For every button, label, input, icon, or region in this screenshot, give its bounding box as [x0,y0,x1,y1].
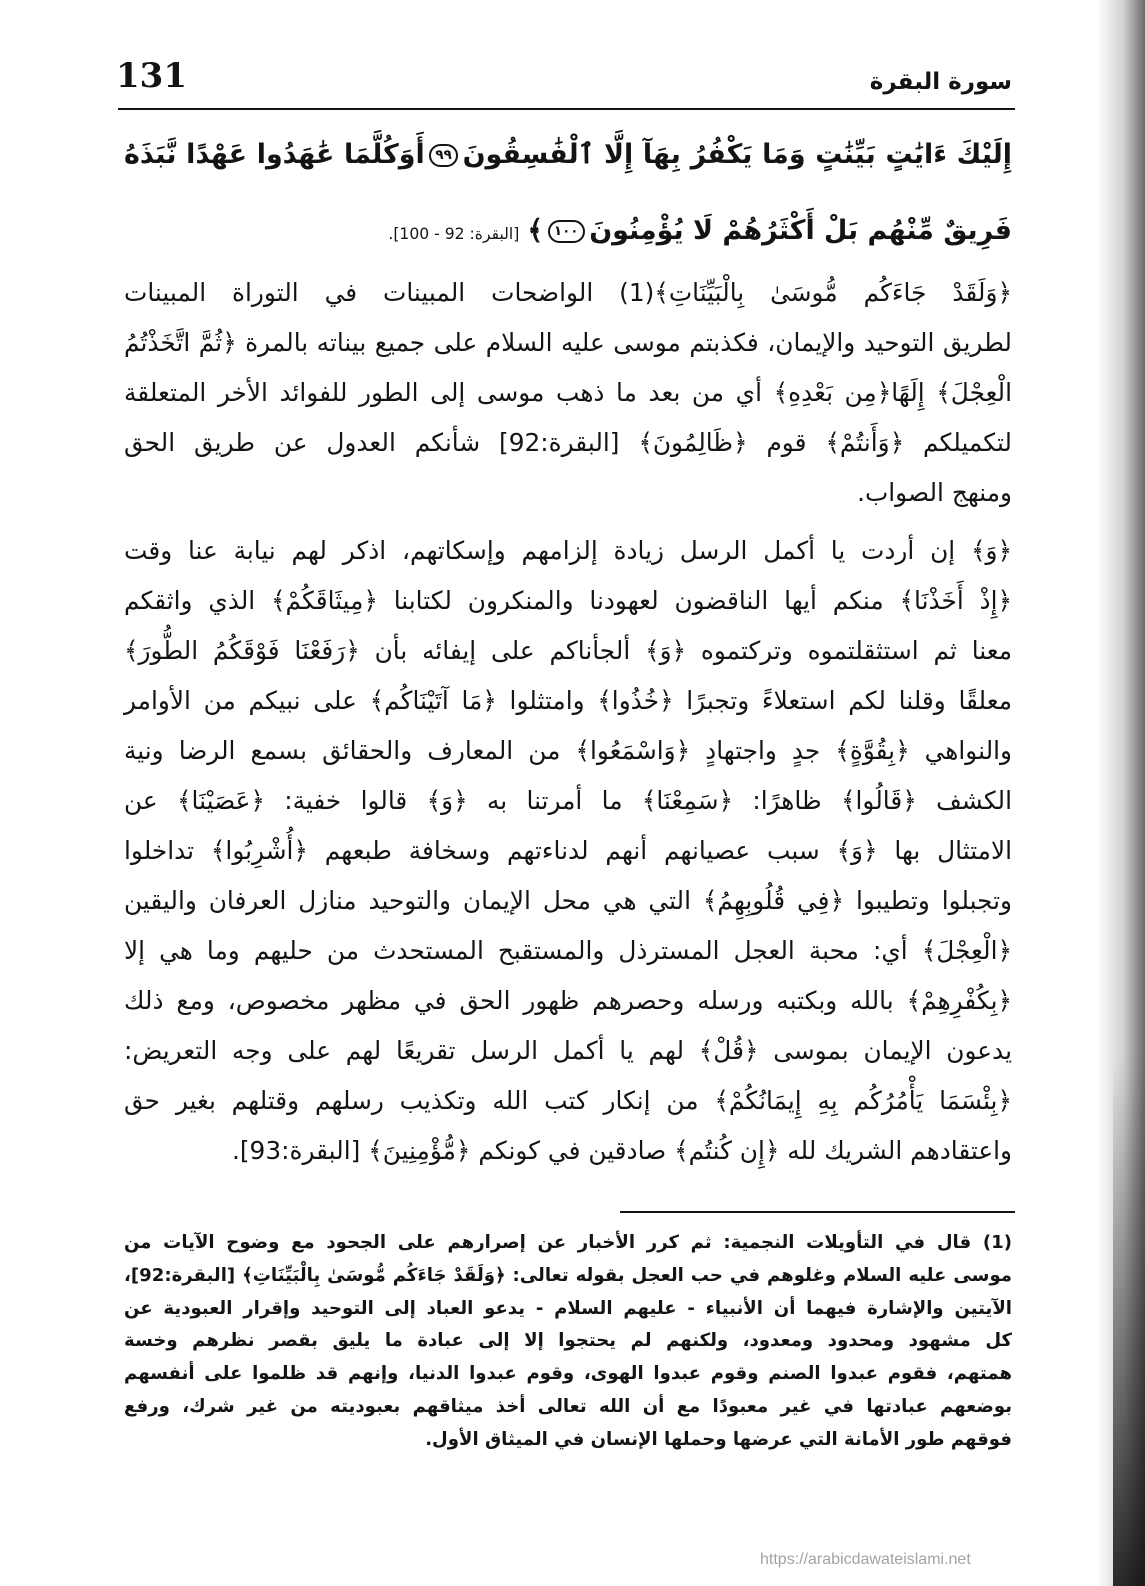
footnote-line [122,1424,1012,1457]
body-line [122,826,1012,876]
ayah-number-marker: ١٠٠ [548,220,585,244]
verse-text: إِلَيْكَ ءَايَٰتٍ بَيِّنَٰتٍ وَمَا يَكْفُرُ بِهَآ إِلَّا ٱلْفَٰسِقُونَ [462,139,1012,170]
body-line [122,468,1012,518]
header-rule [118,108,1015,110]
page-edge-shadow-bottom [1113,1060,1145,1586]
verse-block [122,117,1012,272]
footnote-separator [620,1211,1015,1213]
body-line [122,726,1012,776]
footnote-line-text: همتهم، فقوم عبدوا الصنم وقوم عبدوا الهوى، وقوم عبدوا الدنيا، وإنهم قد ظلموا على أنفسهم [124,1363,1012,1385]
body-line [122,876,1012,926]
body-line-text: وتجبلوا وتطيبوا ﴿فِي قُلُوبِهِمُ﴾ التي هي محل الإيمان والتوحيد منازل العرفان واليقين [124,886,1012,915]
body-line [122,576,1012,626]
body-line [122,926,1012,976]
body-line [122,418,1012,468]
verse-line-1-text [124,139,1012,170]
body-line [122,268,1012,318]
body-line [122,1076,1012,1126]
paragraph-2 [122,526,1012,1176]
footnote-line-text: فوقهم طور الأمانة التي عرضها وحملها الإنسان في الميثاق الأول. [425,1428,1012,1450]
body-line [122,976,1012,1026]
body-line-text: معلقًا وقلنا لكم استعلاءً وتجبرًا ﴿خُذُوا﴾ وامتثلوا ﴿مَا آتَيْنَاكُم﴾ على نبيكم من الأوامر [124,686,1012,715]
commentary-body [122,268,1012,1176]
footnote-line [122,1293,1012,1326]
surah-title: سورة البقرة [869,69,1012,95]
body-line-text: ﴿وَ﴾ إن أردت يا أكمل الرسل زيادة إلزامهم وإسكاتهم، اذكر لهم نيابة عنا وقت [124,536,1012,565]
body-line-text: الامتثال بها ﴿وَ﴾ سبب عصيانهم أنهم لدناءتهم وسخافة طبعهم ﴿أُشْرِبُوا﴾ تداخلوا [124,836,1012,865]
body-line-text: الْعِجْلَ﴾ إِلَهًا﴿مِن بَعْدِهِ﴾ أي من بعد ما ذهب موسى إلى الطور للفوائد الأخر المتعلقة [124,378,1012,407]
footnote-line [122,1260,1012,1293]
verse-line-2-text [388,215,1012,246]
body-line-text: واعتقادهم الشريك لله ﴿إِن كُنتُم﴾ صادقين في كونكم ﴿مُّؤْمِنِينَ﴾ [البقرة:93]. [231,1136,1012,1165]
body-line-text: ﴿بِكُفْرِهِمْ﴾ بالله وبكتبه ورسله وحصرهم ظهور الحق في مظهر مخصوص، ومع ذلك [124,986,1012,1015]
body-line [122,1026,1012,1076]
body-line [122,776,1012,826]
body-line-text: لطريق التوحيد والإيمان، فكذبتم موسى عليه السلام على جميع بيناته بالمرة ﴿ثُمَّ اتَّخَذْتُمُ [124,328,1012,357]
footnote-line-text: موسى عليه السلام وغلوهم في حب العجل بقوله تعالى: ﴿وَلَقَدْ جَاءَكُم مُّوسَىٰ بِالْبَيِّنَاتِ﴾ [البقرة:92]، [124,1264,1012,1286]
footnote-line-text: (1) قال في التأويلات النجمية: ثم كرر الأخبار عن إصرارهم على الجحود مع وضوح الآيات من [124,1232,1012,1253]
footnote-line [122,1227,1012,1260]
footnotes [122,1227,1012,1457]
body-line [122,626,1012,676]
body-line [122,368,1012,418]
body-line [122,318,1012,368]
body-line-text: ﴿وَلَقَدْ جَاءَكُم مُّوسَىٰ بِالْبَيِّنَاتِ﴾(1) الواضحات المبينات في التوراة المبينات [123,278,1012,307]
ayah-number-marker: ٩٩ [429,144,457,168]
body-line-text: ومنهج الصواب. [857,478,1012,507]
body-line-text: الكشف ﴿قَالُوا﴾ ظاهرًا: ﴿سَمِعْنَا﴾ ما أمرتنا به ﴿وَ﴾ قالوا خفية: ﴿عَصَيْنَا﴾ عن [124,786,1012,815]
body-line-text: والنواهي ﴿بِقُوَّةٍ﴾ جدٍ واجتهادٍ ﴿وَاسْمَعُوا﴾ من المعارف والحقائق بسمع الرضا ونية [124,736,1012,765]
footnote-line-text: بوضعهم عبادتها في غير معبودًا مع أن الله تعالى أخذ ميثاقهم بعبوديته من غير شرك، ورفع [124,1395,1012,1417]
body-line-text: ﴿الْعِجْلَ﴾ أي: محبة العجل المسترذل والمستقبح المستحدث من حليهم وما هي إلا [124,936,1012,965]
body-line [122,1126,1012,1176]
verse-reference: [البقرة: 92 - 100]. [388,225,520,243]
verse-text: أَوَكُلَّمَا عَٰهَدُوا عَهْدًا نَّبَذَهُ [123,139,425,170]
footnote-line-text: كل مشهود ومحدود ومعدود، ولكنهم لم يحتجوا إلا إلى عبادة ما يليق بقصر نظرهم وخسة [124,1330,1012,1352]
verse-text: فَرِيقٌ مِّنْهُم بَلْ أَكْثَرُهُمْ لَا يُؤْمِنُونَ [589,215,1012,246]
closing-ornate-bracket: ﴾ [527,215,544,246]
footnote-line [122,1325,1012,1358]
body-line-text: يدعون الإيمان بموسى ﴿قُلْ﴾ لهم يا أكمل الرسل تقريعًا لهم على وجه التعريض: [124,1036,1012,1065]
body-line [122,526,1012,576]
body-line-text: ﴿إِذْ أَخَذْنَا﴾ منكم أيها الناقضون لعهودنا والمنكرون لكتابنا ﴿مِيثَاقَكُمْ﴾ الذي واثقكم [124,586,1012,615]
page-number: 131 [116,56,187,96]
footnote-line [122,1391,1012,1424]
verse-line-1 [122,117,1012,193]
footnote-line-text: الآيتين والإشارة فيهما أن الأنبياء - عليهم السلام - يدعو العباد إلى التوحيد وإقرار العبودية عن [124,1297,1012,1319]
verse-line-2 [122,193,1012,272]
body-line-text: ﴿بِئْسَمَا يَأْمُرُكُم بِهِ إِيمَانُكُمْ﴾ من إنكار كتب الله وتكذيب رسلهم وقتلهم بغير حق [124,1086,1012,1115]
body-line-text: معنا ثم استثقلتموه وتركتموه ﴿وَ﴾ ألجأناكم على إيفائه بأن ﴿رَفَعْنَا فَوْقَكُمُ الطُّورَ﴾ [124,636,1012,665]
source-watermark: https://arabicdawateislami.net [760,1551,971,1568]
body-line [122,676,1012,726]
body-line-text: لتكميلكم ﴿وَأَنتُمْ﴾ قوم ﴿ظَالِمُونَ﴾ [البقرة:92] شأنكم العدول عن طريق الحق [123,428,1012,457]
footnote-line [122,1358,1012,1391]
paragraph-1 [122,268,1012,518]
